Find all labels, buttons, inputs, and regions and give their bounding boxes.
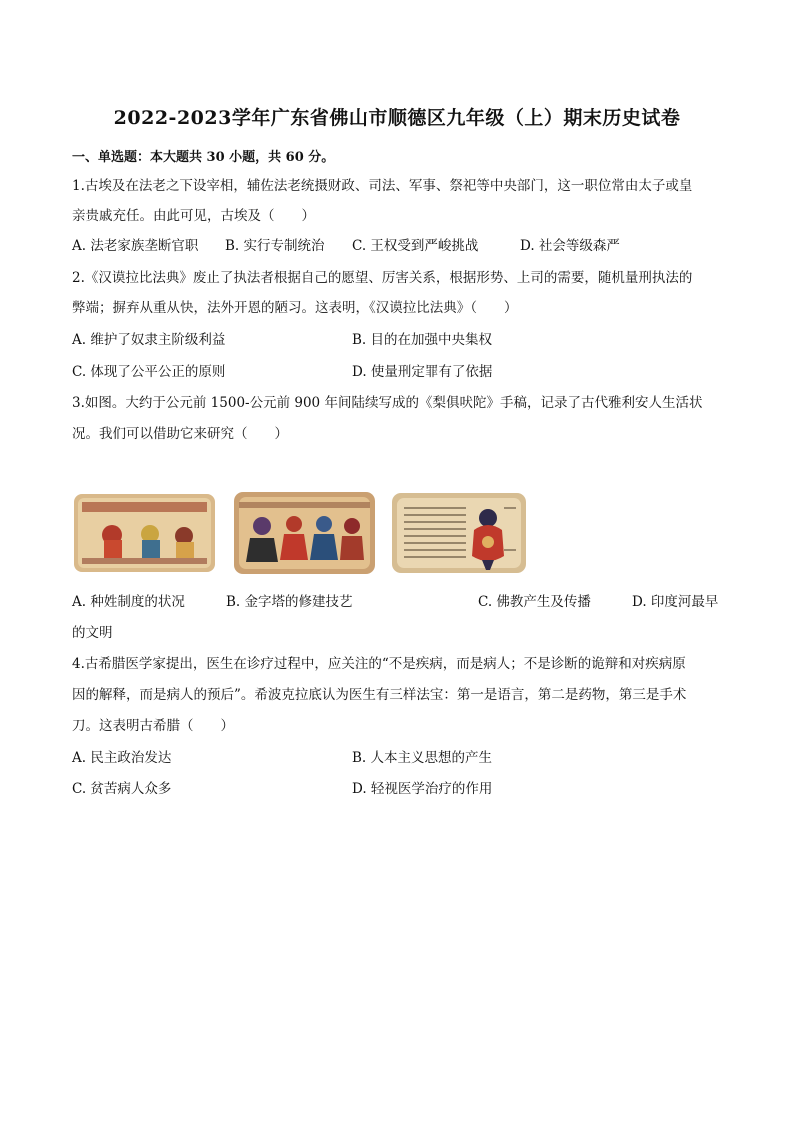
question-4-option-a: A. 民主政治发达 [72,750,172,766]
question-2-option-c: C. 体现了公平公正的原则 [72,364,226,380]
question-3-option-b: B. 金字塔的修建技艺 [226,594,353,610]
manuscript-image-3 [390,490,528,576]
question-3-option-d: D. 印度河最早 [632,594,719,610]
question-2-option-b: B. 目的在加强中央集权 [352,332,493,348]
question-3-option-a: A. 种姓制度的状况 [72,594,185,610]
question-1-option-c: C. 王权受到严峻挑战 [352,238,479,254]
question-4-option-c: C. 贫苦病人众多 [72,781,172,797]
question-1-line-2: 亲贵戚充任。由此可见，古埃及（ ） [72,208,315,224]
question-1-option-b: B. 实行专制统治 [225,238,325,254]
manuscript-image-1 [72,490,217,576]
question-3-line-2: 况。我们可以借助它来研究（ ） [72,426,288,442]
question-4-option-d: D. 轻视医学治疗的作用 [352,781,493,797]
question-1-option-d: D. 社会等级森严 [520,238,620,254]
question-3-option-d-wrap: 的文明 [72,625,113,641]
manuscript-image-2 [232,490,377,576]
question-4-line-1: 4.古希腊医学家提出，医生在诊疗过程中，应关注的“不是疾病，而是病人；不是诊断的诡辩和对疾病原 [72,656,686,672]
question-2-option-d: D. 使量刑定罪有了依据 [352,364,493,380]
question-4-line-3: 刀。这表明古希腊（ ） [72,718,234,734]
question-4-line-2: 因的解释，而是病人的预后”。希波克拉底认为医生有三样法宝：第一是语言，第二是药物，第三是手术 [72,687,687,703]
page-title: 2022-2023学年广东省佛山市顺德区九年级（上）期末历史试卷 [113,107,681,129]
question-2-line-1: 2.《汉谟拉比法典》废止了执法者根据自己的愿望、厉害关系，根据形势、上司的需要，随机量刑执法的 [72,270,693,286]
manuscript-images [72,490,532,578]
question-1-option-a: A. 法老家族垄断官职 [72,238,199,254]
section-heading: 一、单选题：本大题共 30 小题，共 60 分。 [72,150,335,165]
question-2-option-a: A. 维护了奴隶主阶级利益 [72,332,226,348]
question-3-option-c: C. 佛教产生及传播 [478,594,591,610]
question-4-option-b: B. 人本主义思想的产生 [352,750,493,766]
question-2-line-2: 弊端；摒弃从重从快，法外开恩的陋习。这表明，《汉谟拉比法典》（ ） [72,300,518,316]
question-1-line-1: 1.古埃及在法老之下设宰相，辅佐法老统摄财政、司法、军事、祭祀等中央部门，这一职位常由太子或皇 [72,178,693,194]
question-3-line-1: 3.如图。大约于公元前 1500-公元前 900 年间陆续写成的《梨俱吠陀》手稿，记录了古代雅利安人生活状 [72,395,703,411]
